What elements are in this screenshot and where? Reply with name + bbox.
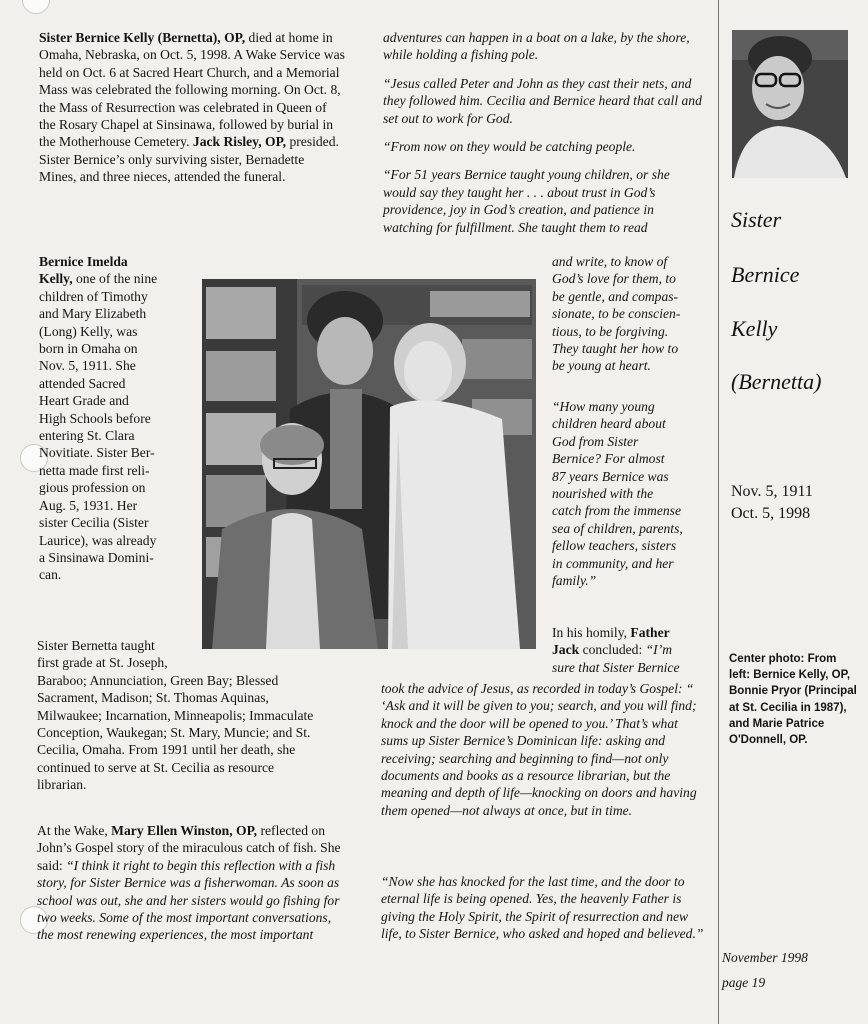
quote-line: 87 years Bernice was — [552, 468, 669, 484]
quote-line: God from Sister — [552, 433, 639, 449]
quote-line: tious, to be forgiving. — [552, 323, 669, 339]
quote-line: be gentle, and compas- — [552, 288, 679, 304]
bio-line-text: Aug. 5, 1931. Her — [39, 497, 138, 513]
bio-line-text: children of Timothy — [39, 288, 148, 304]
bio-name-bold: Bernice Imelda — [39, 254, 128, 269]
bio-line-text: netta made first reli- — [39, 462, 150, 478]
bio-line — [39, 288, 199, 305]
ministry-line: Sister Bernetta taught — [37, 638, 155, 653]
wake-quote-narrow-2 — [552, 398, 712, 589]
quote-line: sionate, to be conscien- — [552, 306, 681, 322]
bio-line-text: (Long) Kelly, was — [39, 323, 138, 339]
quote-line: Bernice? For almost — [552, 451, 665, 467]
quote-paragraph: “Jesus called Peter and John as they cast their nets, and they followed him. Cecilia and Bernice heard that call and set out to work for God. — [383, 75, 702, 126]
bio-line — [39, 532, 199, 549]
quote-line: nourished with the — [552, 486, 654, 502]
quote-paragraph: adventures can happen in a boat on a lake, by the shore, while holding a fishing pole. — [383, 30, 690, 63]
quote-line: family.” — [552, 573, 597, 589]
quote-tail: She taught them to read — [514, 219, 648, 235]
ministry-line: Baraboo; Annunciation, Green Bay; Blessed — [37, 672, 279, 688]
closing-quote-paragraph: “Now she has knocked for the last time, and the door to eternal life is being opened. Yes, the heavenly Father is giving the Holy Spirit, the Spirit of resurrection and new life, to Sister Bernice, who asked and hoped and believed.” — [381, 874, 704, 942]
footer-page-number: page 19 — [722, 975, 766, 990]
bio-line — [39, 444, 199, 461]
sidebar-name-line-4: (Bernetta) — [731, 369, 822, 394]
quote-line: God’s love for them, to — [552, 271, 676, 287]
bio-line — [39, 566, 199, 583]
bio-line — [39, 410, 199, 427]
death-date: Oct. 5, 1998 — [731, 505, 811, 522]
quote-line: be young at heart. — [552, 358, 651, 374]
bio-line-text: sister Cecilia (Sister — [39, 515, 149, 531]
bio-line-text: Nov. 5, 1911. She — [39, 358, 136, 374]
wake-speaker-name: Mary Ellen Winston, OP, — [111, 823, 258, 838]
bio-line — [39, 253, 199, 270]
quote-line: catch from the immense — [552, 503, 681, 519]
bio-line — [39, 462, 199, 479]
ministry-line: librarian. — [37, 777, 87, 793]
quote-line: “How many young — [552, 399, 655, 414]
homily-paragraph-start — [552, 624, 718, 676]
quote-paragraph: “From now on they would be catching people. — [383, 139, 636, 155]
bio-line — [39, 497, 199, 514]
punch-hole-top — [22, 0, 50, 14]
quote-line: and write, to know of — [552, 254, 668, 269]
quote-line: in community, and her — [552, 555, 674, 571]
sidebar-name-line-3: Kelly — [731, 316, 778, 341]
ministry-paragraph — [37, 637, 355, 794]
bio-line-text: one of the nine — [72, 271, 158, 287]
quote-line: sea of children, parents, — [552, 520, 683, 536]
center-photo — [202, 279, 536, 649]
sidebar-name-line-1: Sister — [731, 207, 782, 232]
bio-line-text: can. — [39, 567, 62, 583]
bio-name-bold: Kelly, — [39, 271, 73, 287]
homily-quote-start: “I’m — [645, 642, 673, 658]
quote-line: children heard about — [552, 416, 666, 432]
bio-line-text: attended Sacred — [39, 375, 126, 391]
ministry-line: first grade at St. Joseph, — [37, 655, 168, 671]
bio-line-text: born in Omaha on — [39, 341, 138, 357]
wake-quote-narrow-1 — [552, 253, 712, 375]
birth-date: Nov. 5, 1911 — [731, 483, 813, 500]
deceased-name: Sister Bernice Kelly (Bernetta), OP, — [39, 30, 246, 45]
homily-paragraph-rest: took the advice of Jesus, as recorded in today’s Gospel: “ ‘Ask and it will be given to you; search, and you will find; knock and the door will be opened to you.’ That’s what sums up Sister Bernice’s Dominican life: asking and receiving; searching and beginning to find—not only documents and books as a resource librarian, but the meaning and depth of life—knocking on doors and having them opened—not always at once, but in time. — [381, 681, 697, 818]
quote-paragraph: “For 51 years Bernice taught young children, or she would say they taught her . . . about trust in God’s providence, joy in God’s creation, and patience in watching for fulfillment. She taught them to read — [383, 167, 670, 235]
portrait-photo-image — [732, 30, 848, 178]
homily-intro: In his homily, — [552, 625, 631, 640]
sidebar-name-line-2: Bernice — [731, 262, 800, 287]
bio-line — [39, 479, 199, 496]
bio-line-text: Laurice), was already — [39, 532, 157, 548]
ministry-line: Milwaukee; Incarnation, Minneapolis; Immaculate — [37, 707, 314, 723]
portrait-photo — [732, 30, 848, 178]
center-photo-image — [202, 279, 536, 649]
wake-quote-continuation — [383, 29, 703, 236]
biography-paragraph — [39, 253, 199, 584]
homily-quote-line: sure that Sister Bernice — [552, 659, 680, 675]
ministry-line: Sacrament, Madison; St. Thomas Aquinas, — [37, 690, 269, 706]
bio-line — [39, 392, 199, 409]
homily-line — [552, 641, 718, 658]
bio-line — [39, 340, 199, 357]
homily-speaker: Father — [630, 625, 670, 640]
bio-line — [39, 427, 199, 444]
bio-line-text: a Sinsinawa Domini- — [39, 549, 154, 565]
bio-line — [39, 305, 199, 322]
homily-speaker: Jack — [552, 642, 580, 658]
obit-intro-paragraph: Sister Bernice Kelly (Bernetta), OP, died at home in Omaha, Nebraska, on Oct. 5, 1998. A Wake Service was held on Oct. 6 at Sacred Heart Church, and a Memorial Mass was celebrated the following morning. On Oct. 8, the Mass of Resurrection was celebrated in Queen of the Rosary Chapel at Sinsinawa, followed by burial in the Motherhouse Cemetery. Jack Risley, OP, presided. Sister Bernice’s only surviving sister, Bernadette Mines, and three nieces, attended the funeral. — [39, 30, 345, 185]
quote-line: fellow teachers, sisters — [552, 538, 677, 554]
sidebar-divider — [718, 0, 719, 1024]
homily-line — [552, 624, 718, 641]
quote-line: They taught her how to — [552, 341, 679, 357]
wake-paragraph: At the Wake, Mary Ellen Winston, OP, reflected on John’s Gospel story of the miraculous catch of fish. She said: “I think it right to begin this reflection with a fish story, for Sister Bernice was a fisherwoman. As soon as school was out, she and her sisters would go fishing for two weeks. Some of the most important conversations, the most renewing experiences, the most important — [37, 823, 341, 943]
photo-caption: Center photo: From left: Bernice Kelly, OP, Bonnie Pryor (Principal at St. Cecilia in 1987), and Marie Patrice O'Donnell, OP. — [729, 653, 857, 747]
bio-line-text: and Mary Elizabeth — [39, 306, 147, 322]
bio-line — [39, 357, 199, 374]
footer-date: November 1998 — [722, 950, 808, 965]
bio-line — [39, 375, 199, 392]
ministry-line: continued to serve at St. Cecilia as resource — [37, 759, 275, 775]
ministry-line: Conception, Waukegan; St. Mary, Muncie; and St. — [37, 725, 311, 741]
bio-line — [39, 270, 199, 287]
homily-line — [552, 659, 718, 676]
bio-line-text: Heart Grade and — [39, 393, 129, 409]
sidebar-dates — [731, 481, 813, 525]
ministry-line: Cecilia, Omaha. From 1991 until her death, she — [37, 742, 296, 758]
bio-line-text: entering St. Clara — [39, 428, 135, 444]
presider-name: Jack Risley, OP, — [192, 134, 287, 150]
bio-line-text: gious profession on — [39, 480, 146, 496]
bio-line — [39, 549, 199, 566]
bio-line-text: Novitiate. Sister Ber- — [39, 445, 155, 461]
bio-line — [39, 514, 199, 531]
bio-line — [39, 323, 199, 340]
homily-concluded: concluded: — [579, 642, 646, 658]
bio-line-text: High Schools before — [39, 410, 151, 426]
